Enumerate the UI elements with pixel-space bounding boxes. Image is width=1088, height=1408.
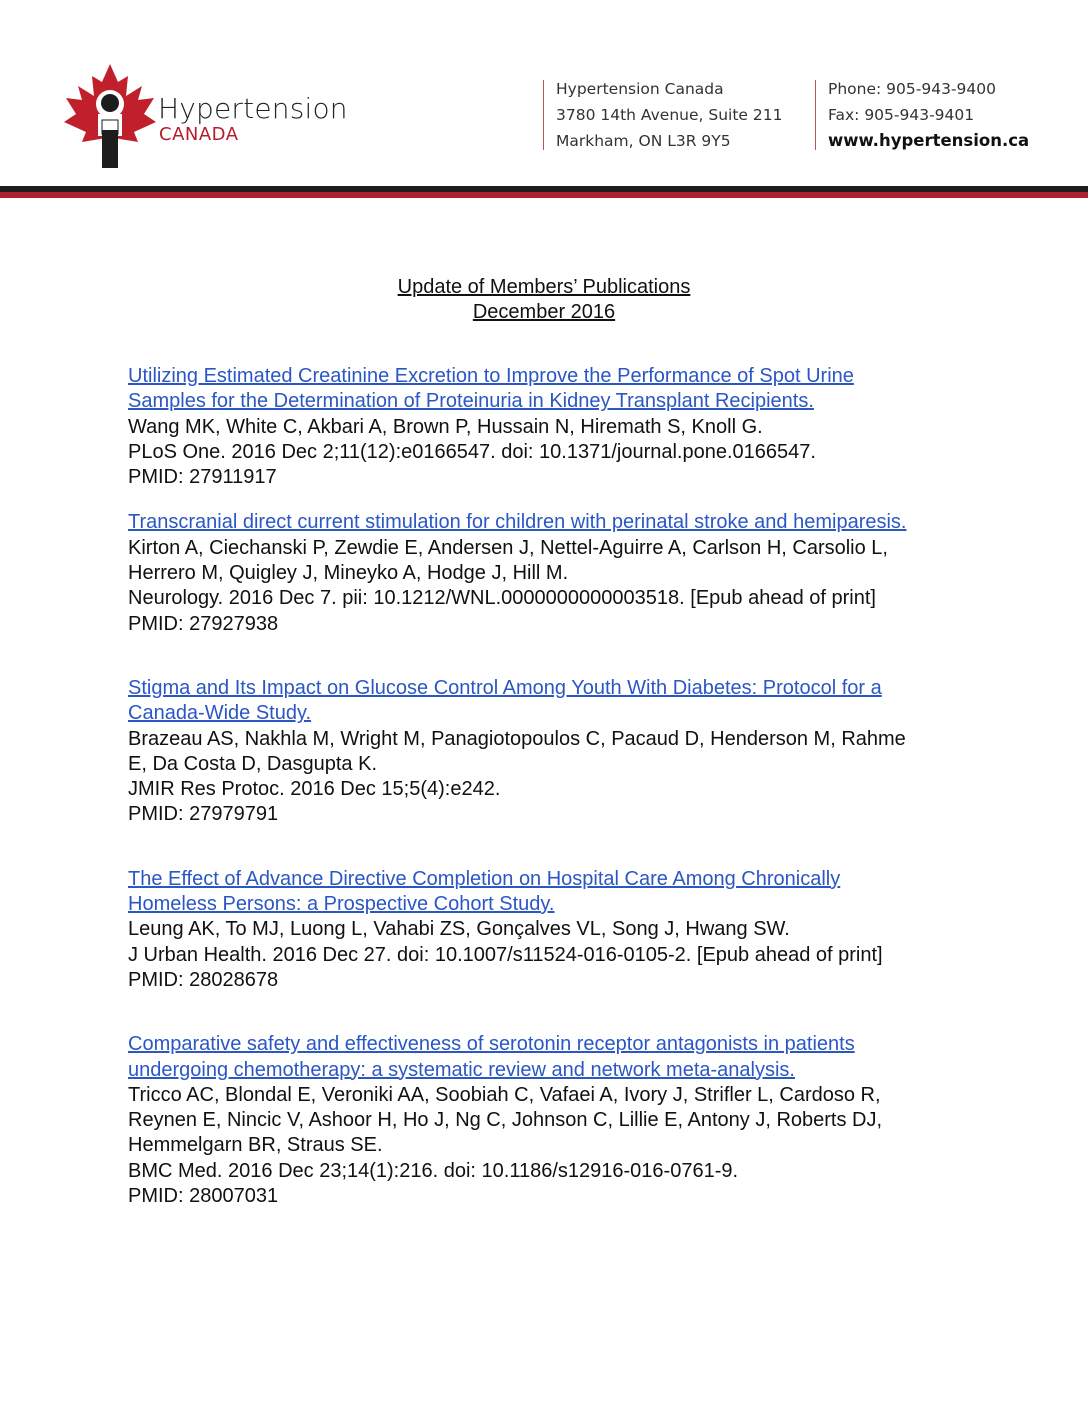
- publication-authors: Herrero M, Quigley J, Mineyko A, Hodge J, Hill M.: [128, 562, 569, 585]
- publication-pmid: PMID: 28007031: [128, 1185, 279, 1208]
- title-line: Homeless Persons: a Prospective Cohort Study.: [128, 893, 555, 916]
- phone-number: Phone: 905-943-9400: [828, 80, 996, 98]
- publication-authors: Leung AK, To MJ, Luong L, Vahabi ZS, Gonçalves VL, Song J, Hwang SW.: [128, 918, 790, 941]
- publication-item: [128, 676, 988, 828]
- publication-title-link[interactable]: [128, 364, 988, 415]
- publication-title-link[interactable]: [128, 510, 988, 535]
- publication-citation: J Urban Health. 2016 Dec 27. doi: 10.1007/s11524-016-0105-2. [Epub ahead of print]: [128, 943, 883, 966]
- org-name: Hypertension Canada: [556, 80, 724, 98]
- publication-item: [128, 867, 988, 993]
- title-line: Comparative safety and effectiveness of serotonin receptor antagonists in patients: [128, 1033, 855, 1056]
- logo-wordmark: Hypertension: [158, 92, 348, 125]
- publication-authors: Kirton A, Ciechanski P, Zewdie E, Andersen J, Nettel-Aguirre A, Carlson H, Carsolio L,: [128, 536, 888, 559]
- publication-pmid: PMID: 27911917: [128, 466, 277, 489]
- header-rule-red: [0, 192, 1088, 198]
- city-address: Markham, ON L3R 9Y5: [556, 132, 731, 150]
- logo-subtitle: CANADA: [159, 124, 239, 145]
- publication-authors: Hemmelgarn BR, Straus SE.: [128, 1134, 383, 1157]
- publication-title-link[interactable]: [128, 676, 988, 727]
- publication-item: [128, 1032, 988, 1209]
- publication-citation: BMC Med. 2016 Dec 23;14(1):216. doi: 10.1186/s12916-016-0761-9.: [128, 1159, 739, 1182]
- publication-authors: Tricco AC, Blondal E, Veroniki AA, Soobiah C, Vafaei A, Ivory J, Strifler L, Cardoso R,: [128, 1083, 881, 1106]
- publication-authors: Reynen E, Nincic V, Ashoor H, Ho J, Ng C, Johnson C, Lillie E, Antony J, Roberts DJ,: [128, 1109, 883, 1132]
- publication-citation: PLoS One. 2016 Dec 2;11(12):e0166547. doi: 10.1371/journal.pone.0166547.: [128, 440, 816, 463]
- title-line: Utilizing Estimated Creatinine Excretion to Improve the Performance of Spot Urine: [128, 365, 854, 387]
- maple-leaf-logo-icon: [62, 62, 158, 172]
- publication-list: [128, 364, 988, 1209]
- publication-pmid: PMID: 27927938: [128, 612, 279, 635]
- website-link[interactable]: www.hypertension.ca: [828, 131, 1030, 150]
- publication-authors: E, Da Costa D, Dasgupta K.: [128, 752, 378, 775]
- title-line: undergoing chemotherapy: a systematic review and network meta-analysis.: [128, 1058, 795, 1081]
- publication-item: [128, 364, 988, 490]
- publication-authors: Brazeau AS, Nakhla M, Wright M, Panagiotopoulos C, Pacaud D, Henderson M, Rahme: [128, 727, 906, 750]
- letterhead: [0, 0, 1088, 200]
- address-block: [556, 76, 782, 154]
- publication-item: [128, 510, 988, 636]
- title-line: Stigma and Its Impact on Glucose Control Among Youth With Diabetes: Protocol for a: [128, 676, 882, 699]
- title-line: Samples for the Determination of Proteinuria in Kidney Transplant Recipients.: [128, 390, 814, 413]
- title-line: Canada-Wide Study.: [128, 702, 312, 725]
- title-line: The Effect of Advance Directive Completion on Hospital Care Among Chronically: [128, 867, 841, 890]
- header-divider: [815, 80, 816, 150]
- contact-block: [828, 76, 1029, 154]
- publication-citation: JMIR Res Protoc. 2016 Dec 15;5(4):e242.: [128, 778, 501, 801]
- fax-number: Fax: 905-943-9401: [828, 106, 975, 124]
- publication-authors: Wang MK, White C, Akbari A, Brown P, Hussain N, Hiremath S, Knoll G.: [128, 415, 763, 438]
- publication-pmid: PMID: 28028678: [128, 968, 279, 991]
- publication-citation: Neurology. 2016 Dec 7. pii: 10.1212/WNL.0000000000003518. [Epub ahead of print]: [128, 587, 876, 610]
- publication-title-link[interactable]: [128, 1032, 988, 1083]
- title-line: Transcranial direct current stimulation for children with perinatal stroke and hemiparesis.: [128, 511, 907, 534]
- document-title: Update of Members’ Publications: [397, 276, 691, 298]
- hypertension-canada-logo: [62, 62, 352, 172]
- header-divider: [543, 80, 544, 150]
- street-address: 3780 14th Avenue, Suite 211: [556, 106, 783, 124]
- document-subtitle: December 2016: [472, 301, 616, 323]
- publication-title-link[interactable]: [128, 867, 988, 918]
- publication-pmid: PMID: 27979791: [128, 803, 279, 826]
